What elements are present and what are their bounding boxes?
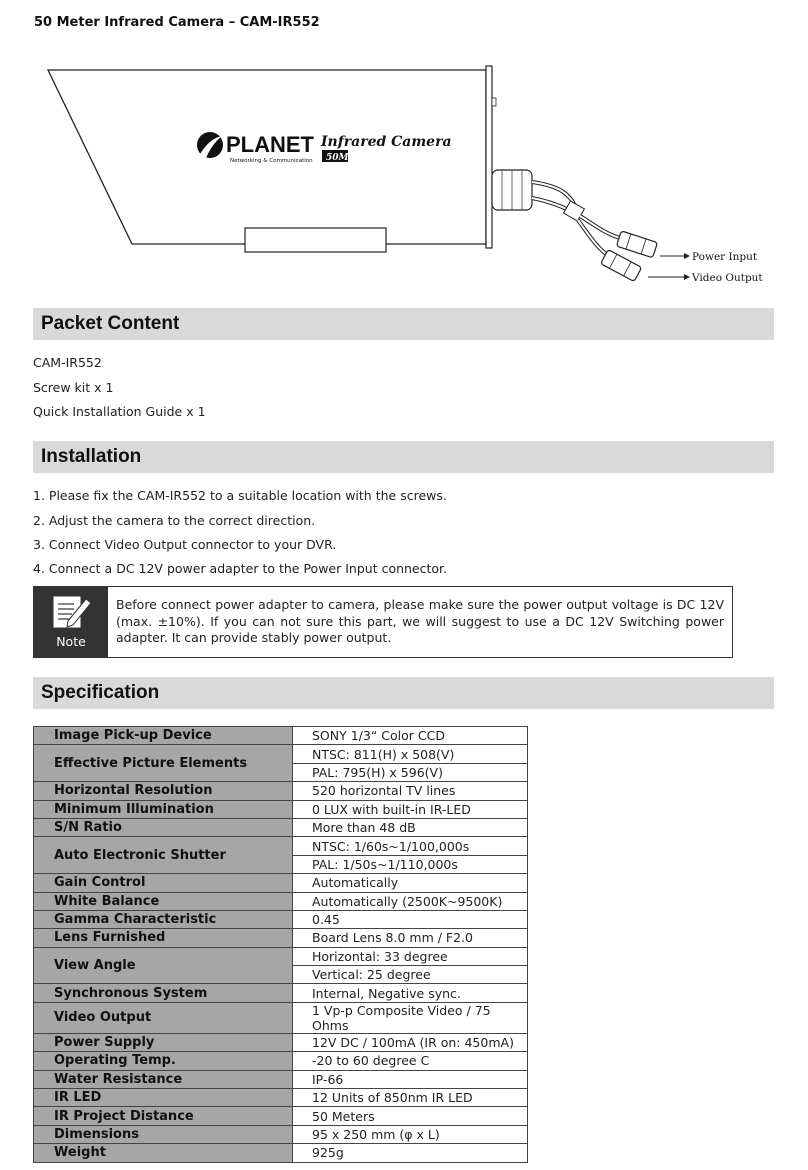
note-icon	[34, 587, 108, 657]
installation-step: 2. Adjust the camera to the correct direction.	[33, 513, 316, 528]
spec-value: PAL: 795(H) x 596(V)	[293, 763, 528, 781]
spec-label: Operating Temp.	[34, 1052, 293, 1070]
spec-value: 0 LUX with built-in IR-LED	[293, 800, 528, 818]
spec-value: 95 x 250 mm (φ x L)	[293, 1125, 528, 1143]
spec-value: 925g	[293, 1144, 528, 1162]
spec-label: Dimensions	[34, 1125, 293, 1143]
installation-step: 4. Connect a DC 12V power adapter to the Power Input connector.	[33, 561, 448, 576]
spec-value: Internal, Negative sync.	[293, 984, 528, 1002]
note-label: Note	[56, 634, 86, 649]
spec-label: Power Supply	[34, 1033, 293, 1051]
spec-value: IP-66	[293, 1070, 528, 1088]
spec-label: White Balance	[34, 892, 293, 910]
section-heading: Packet Content	[41, 313, 180, 334]
spec-value: Horizontal: 33 degree	[293, 947, 528, 965]
spec-label: Horizontal Resolution	[34, 782, 293, 800]
spec-value: 1 Vp-p Composite Video / 75 Ohms	[293, 1002, 528, 1033]
packet-item: Quick Installation Guide x 1	[33, 404, 206, 419]
product-label: Infrared Camera	[321, 134, 452, 150]
spec-label: Lens Furnished	[34, 929, 293, 947]
installation-step: 1. Please fix the CAM-IR552 to a suitable location with the screws.	[33, 488, 447, 503]
callout-video-output: Video Output	[692, 272, 763, 284]
section-packet-content	[33, 308, 774, 340]
table-row	[34, 818, 528, 836]
table-row	[34, 947, 528, 965]
spec-label: Image Pick-up Device	[34, 727, 293, 745]
note-box	[33, 586, 733, 658]
spec-label: Minimum Illumination	[34, 800, 293, 818]
table-row	[34, 782, 528, 800]
spec-label: IR LED	[34, 1089, 293, 1107]
table-row	[34, 1052, 528, 1070]
spec-label: Auto Electronic Shutter	[34, 837, 293, 874]
spec-label: Synchronous System	[34, 984, 293, 1002]
spec-label: View Angle	[34, 947, 293, 984]
specification-table	[33, 726, 528, 1163]
spec-value: -20 to 60 degree C	[293, 1052, 528, 1070]
spec-label: Gamma Characteristic	[34, 910, 293, 928]
spec-value: SONY 1/3“ Color CCD	[293, 727, 528, 745]
spec-value: 12 Units of 850nm IR LED	[293, 1089, 528, 1107]
table-row	[34, 800, 528, 818]
packet-item: CAM-IR552	[33, 355, 102, 370]
table-row	[34, 1107, 528, 1125]
table-row	[34, 910, 528, 928]
table-row	[34, 1033, 528, 1051]
table-row	[34, 745, 528, 763]
spec-label: Water Resistance	[34, 1070, 293, 1088]
spec-label: Video Output	[34, 1002, 293, 1033]
spec-label: Weight	[34, 1144, 293, 1162]
spec-label: IR Project Distance	[34, 1107, 293, 1125]
spec-label: Effective Picture Elements	[34, 745, 293, 782]
table-row	[34, 1144, 528, 1162]
brand-wordmark: PLANET	[226, 132, 314, 157]
installation-step: 3. Connect Video Output connector to your DVR.	[33, 537, 337, 552]
document-title: 50 Meter Infrared Camera – CAM-IR552	[34, 15, 320, 30]
packet-item: Screw kit x 1	[33, 380, 114, 395]
brand-tagline: Networking & Communication	[230, 158, 313, 164]
camera-drawing	[40, 62, 770, 294]
table-row	[34, 1125, 528, 1143]
callout-power-input: Power Input	[692, 251, 758, 263]
table-row	[34, 1002, 528, 1033]
section-installation	[33, 441, 774, 473]
table-row	[34, 874, 528, 892]
spec-value: More than 48 dB	[293, 818, 528, 836]
spec-label: Gain Control	[34, 874, 293, 892]
spec-value: 520 horizontal TV lines	[293, 782, 528, 800]
camera-illustration	[40, 62, 770, 294]
spec-value: 12V DC / 100mA (IR on: 450mA)	[293, 1033, 528, 1051]
table-row	[34, 984, 528, 1002]
table-row	[34, 837, 528, 855]
section-specification	[33, 677, 774, 709]
table-row	[34, 727, 528, 745]
table-row	[34, 929, 528, 947]
spec-label: S/N Ratio	[34, 818, 293, 836]
spec-value: NTSC: 1/60s~1/100,000s	[293, 837, 528, 855]
spec-value: 0.45	[293, 910, 528, 928]
spec-value: Board Lens 8.0 mm / F2.0	[293, 929, 528, 947]
planet-logo-mark	[197, 132, 223, 158]
spec-value: NTSC: 811(H) x 508(V)	[293, 745, 528, 763]
note-text: Before connect power adapter to camera, please make sure the power output voltage is DC 12V (max. ±10%). If you can not sure this part, we will suggest to use a DC 12V Switching power adapter. It can provide stably power output.	[116, 597, 724, 645]
product-badge: 50M	[326, 153, 349, 163]
section-heading: Installation	[41, 446, 142, 467]
section-heading: Specification	[41, 682, 160, 703]
spec-value: Vertical: 25 degree	[293, 966, 528, 984]
table-row	[34, 892, 528, 910]
table-row	[34, 1070, 528, 1088]
note-pencil-icon	[34, 587, 108, 635]
spec-value: Automatically	[293, 874, 528, 892]
spec-value: 50 Meters	[293, 1107, 528, 1125]
spec-value: PAL: 1/50s~1/110,000s	[293, 855, 528, 873]
spec-value: Automatically (2500K~9500K)	[293, 892, 528, 910]
table-row	[34, 1089, 528, 1107]
